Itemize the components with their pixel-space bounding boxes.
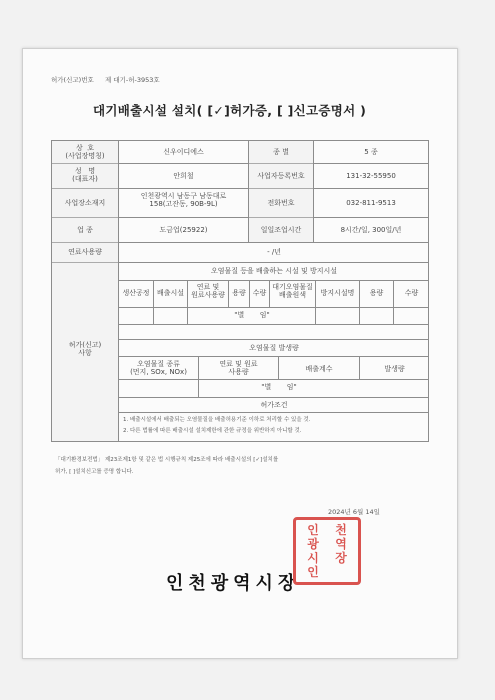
- facility-col-fuel: 연료 및 원료사용량: [191, 283, 225, 300]
- pollutant-row-attached: "별 임": [261, 383, 297, 391]
- operating-hours-label: 일일조업시간: [260, 226, 302, 234]
- document-page: [22, 48, 458, 659]
- registration-number-label: 사업자등록번호: [257, 172, 305, 180]
- facility-row-attached: "별 임": [234, 311, 270, 319]
- address-value: 인천광역시 남동구 남동대로 158(고잔동, 90B-9L): [140, 192, 227, 209]
- facility-col-prevention-capacity: 용량: [369, 289, 384, 297]
- statement-line-1: 「대기환경보전법」 제23조제1항 및 같은 법 시행규칙 제25조에 따라 배출시설의 [✓]설치를: [55, 457, 279, 463]
- fuel-usage-value: - /년: [267, 248, 281, 256]
- condition-item-1: 1. 배출시설에서 배출되는 오염물질을 배출허용기준 이하로 처리할 수 있을 것.: [123, 417, 311, 423]
- type-label: 종 별: [273, 148, 289, 156]
- statement-line-2: 허가, [ ]설치신고를 증명 합니다.: [55, 469, 134, 475]
- facility-header: 오염물질 등을 배출하는 시설 및 방지시설: [210, 267, 338, 275]
- pollutant-col-factor: 배출계수: [305, 365, 333, 373]
- issue-date: 2024년 6월 14일: [328, 508, 380, 516]
- facility-col-process: 생산공정: [122, 289, 150, 297]
- pollutant-col-fuel: 연료 및 원료 사용량: [219, 360, 258, 377]
- official-seal-icon: 인 천 광 역 시 장 인: [293, 517, 361, 585]
- facility-col-prevention: 방지시설명: [320, 289, 355, 297]
- fuel-usage-label: 연료사용량: [68, 248, 102, 256]
- facility-col-quantity: 수량: [252, 289, 267, 297]
- permit-number-value: 제 대기-허-3953호: [105, 76, 160, 84]
- pollutant-col-type: 오염물질 종류 (먼지, SOx, NOx): [130, 360, 187, 377]
- business-name-value: 신우이디에스: [163, 148, 204, 156]
- industry-value: 도금업(25922): [159, 226, 208, 234]
- industry-label: 업 종: [77, 226, 93, 234]
- phone-value: 032-811-9513: [346, 199, 396, 207]
- facility-col-capacity: 용량: [232, 289, 246, 297]
- condition-item-2: 2. 다른 법률에 따른 배출시설 설치제한에 관한 규정을 위반하지 아니할 것.: [123, 428, 302, 434]
- facility-col-source: 대기오염물질 배출원색: [272, 283, 313, 300]
- type-value: 5 종: [364, 148, 378, 156]
- issuer-name: 인천광역시장: [166, 573, 301, 594]
- facility-col-prevention-quantity: 수량: [404, 289, 419, 297]
- representative-label: 성 명 (대표자): [72, 167, 98, 184]
- representative-value: 안희철: [173, 172, 194, 180]
- registration-number-value: 131-32-55950: [346, 172, 396, 180]
- business-name-label: 상 호 (사업장명칭): [65, 144, 105, 161]
- facility-col-emission: 배출시설: [156, 289, 185, 297]
- operating-hours-value: 8시간/일, 300일/년: [340, 226, 402, 234]
- document-title: 대기배출시설 설치( [✓]허가증, [ ]신고증명서 ): [93, 103, 367, 118]
- permit-items-label: 허가(신고) 사항: [68, 341, 102, 358]
- address-label: 사업장소재지: [64, 199, 106, 207]
- permit-number-label: 허가(신고)번호: [51, 76, 94, 84]
- pollutant-col-amount: 발생량: [384, 365, 405, 373]
- phone-label: 전화번호: [267, 199, 295, 207]
- conditions-header: 허가조건: [260, 401, 288, 409]
- pollutant-header: 오염물질 발생량: [249, 344, 299, 352]
